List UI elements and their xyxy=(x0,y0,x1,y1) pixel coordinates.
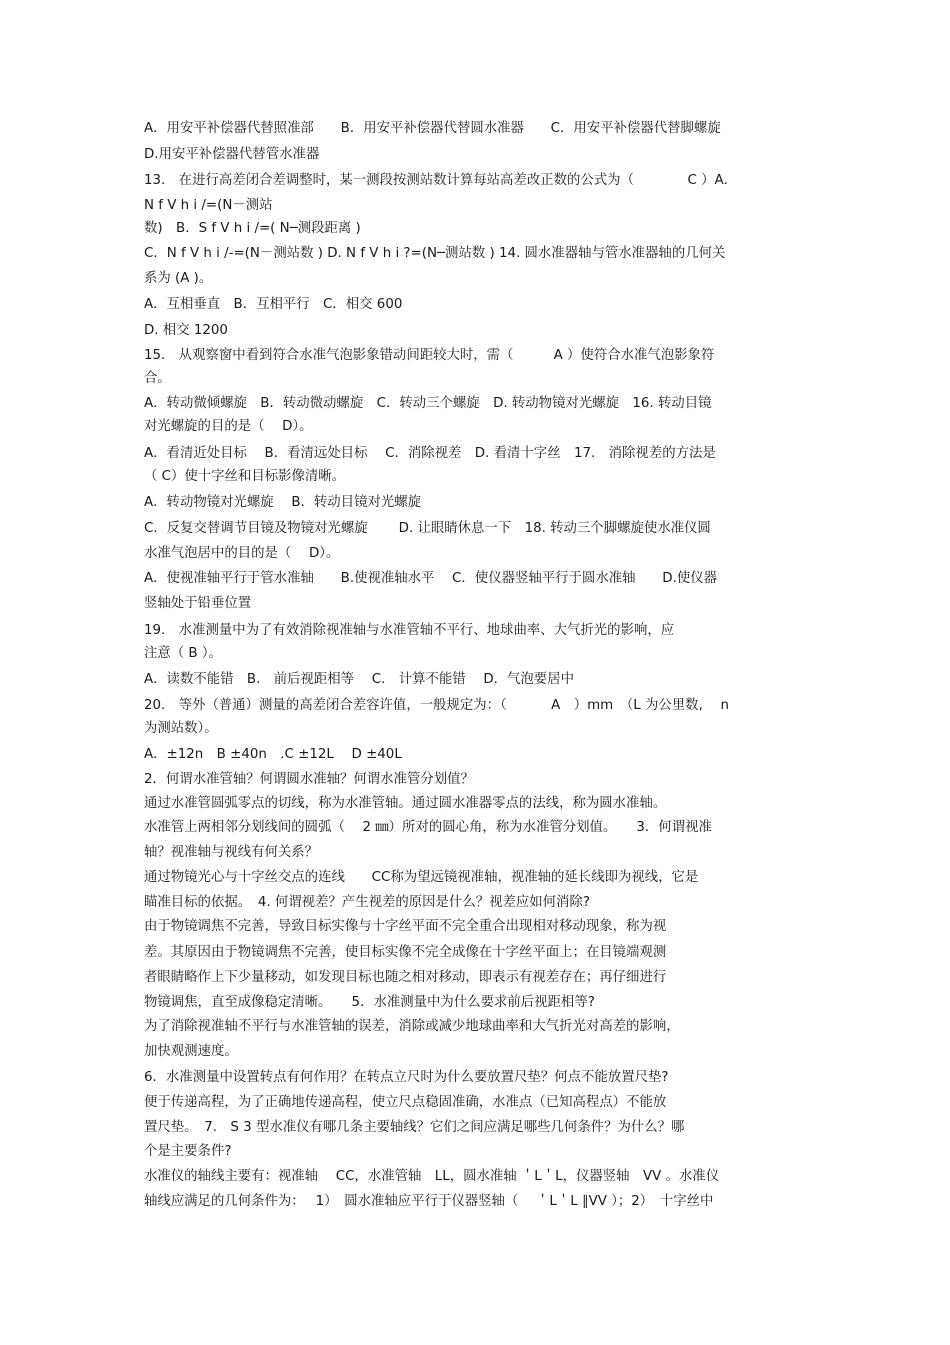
text-line: （ C）使十字丝和目标影像清晰。 xyxy=(144,469,346,484)
text-line: 水准管上两相邻分划线间的圆弧（ 2 ㎜）所对的圆心角，称为水准管分划值。 3．何谓视准 xyxy=(144,820,712,835)
text-line: 加快观测速度。 xyxy=(144,1044,238,1059)
text-line: 6．水准测量中设置转点有何作用？在转点立尺时为什么要放置尺垫？何点不能放置尺垫? xyxy=(144,1070,669,1085)
text-line: 轴？视准轴与视线有何关系？ xyxy=(144,845,319,860)
text-line: 水准气泡居中的目的是（ D）。 xyxy=(144,546,340,561)
text-line: 为测站数）。 xyxy=(144,721,218,736)
text-line: 19. 水准测量中为了有效消除视准轴与水准管轴不平行、地球曲率、大气折光的影响，应 xyxy=(144,623,675,638)
text-line: D.用安平补偿器代替管水准器 xyxy=(144,147,320,162)
text-line: 15. 从观察窗中看到符合水准气泡影象错动间距较大时，需（ A ）使符合水准气泡影象符 xyxy=(144,348,715,363)
text-line: A．互相垂直 B．互相平行 C．相交 600 xyxy=(144,297,403,312)
text-line: 为了消除视准轴不平行与水准管轴的误差，消除或减少地球曲率和大气折光对高差的影响， xyxy=(144,1019,680,1034)
text-line: A．使视准轴平行于管水准轴 B.使视准轴水平 C．使仪器竖轴平行于圆水准轴 D.使仪器 xyxy=(144,571,718,586)
text-line: A．用安平补偿器代替照准部 B．用安平补偿器代替圆水准器 C．用安平补偿器代替脚螺旋 xyxy=(144,121,721,136)
text-line: 瞄准目标的依据。 4. 何谓视差？产生视差的原因是什么？视差应如何消除? xyxy=(144,895,590,910)
text-line: A．看清近处目标 B．看清远处目标 C．消除视差 D. 看清十字丝 17. 消除视差的方法是 xyxy=(144,446,716,461)
text-line: 对光螺旋的目的是（ D）。 xyxy=(144,419,313,434)
text-line: 由于物镜调焦不完善，导致目标实像与十字丝平面不完全重合出现相对移动现象，称为视 xyxy=(144,919,667,934)
text-line: C．N f V h i /-=(N－测站数 ) D. N f V h i ?=(N─测站数 ) 14. 圆水准器轴与管水准器轴的几何关 xyxy=(144,246,726,261)
text-line: A．±12n B ±40n .C ±12L D ±40L xyxy=(144,747,402,762)
text-line: A．转动物镜对光螺旋 B．转动目镜对光螺旋 xyxy=(144,495,422,510)
text-line: 水准仪的轴线主要有：视准轴 CC，水准管轴 LL，圆水准轴 ＇L＇L，仪器竖轴 VV 。水准仪 xyxy=(144,1169,720,1184)
text-line: 差。其原因由于物镜调焦不完善，使目标实像不完全成像在十字丝平面上；在目镜端观测 xyxy=(144,945,667,960)
text-line: 数) B．S f V h i /=( N─测段距离 ) xyxy=(144,221,361,236)
text-line: 注意（ B ）。 xyxy=(144,646,222,661)
text-line: 通过水准管圆弧零点的切线，称为水准管轴。通过圆水准器零点的法线，称为圆水准轴。 xyxy=(144,796,667,811)
text-line: D. 相交 1200 xyxy=(144,323,228,338)
text-line: A．读数不能错 B. 前后视距相等 C. 计算不能错 D．气泡要居中 xyxy=(144,672,574,687)
text-line: 2．何谓水准管轴？何谓圆水准轴？何谓水准管分划值？ xyxy=(144,772,474,787)
text-line: 13. 在进行高差闭合差调整时，某一测段按测站数计算每站高差改正数的公式为（ C ）A． xyxy=(144,173,738,188)
text-line: 便于传递高程，为了正确地传递高程，使立尺点稳固准确，水准点（已知高程点）不能放 xyxy=(144,1095,667,1110)
text-line: 者眼睛略作上下少量移动，如发现目标也随之相对移动，即表示有视差存在；再仔细进行 xyxy=(144,970,667,985)
text-line: 通过物镜光心与十字丝交点的连线 CC称为望远镜视准轴，视准轴的延长线即为视线，它是 xyxy=(144,870,699,885)
text-line: C．反复交替调节目镜及物镜对光螺旋 D. 让眼睛休息一下 18. 转动三个脚螺旋使水准仪圆 xyxy=(144,521,711,536)
text-line: 轴线应满足的几何条件为： 1） 圆水准轴应平行于仪器竖轴（ ＇L＇L ∥VV ）；2） 十字丝中 xyxy=(144,1194,714,1209)
text-line: 个是主要条件? xyxy=(144,1144,232,1159)
text-line: 置尺垫。 7. S 3 型水准仪有哪几条主要轴线？它们之间应满足哪些几何条件？为什么？哪 xyxy=(144,1120,685,1135)
text-line: 20. 等外（普通）测量的高差闭合差容许值，一般规定为：（ A ）mm （L 为公里数, n xyxy=(144,698,729,713)
text-line: 竖轴处于铅垂位置 xyxy=(144,596,252,611)
text-line: 系为 (A )。 xyxy=(144,271,213,286)
text-line: 合。 xyxy=(144,371,171,386)
text-line: 物镜调焦，直至成像稳定清晰。 5．水准测量中为什么要求前后视距相等? xyxy=(144,995,595,1010)
text-line: A．转动微倾螺旋 B．转动微动螺旋 C．转动三个螺旋 D. 转动物镜对光螺旋 16. 转动目镜 xyxy=(144,396,712,411)
text-line: N f V h i /=(N－测站 xyxy=(144,198,273,213)
